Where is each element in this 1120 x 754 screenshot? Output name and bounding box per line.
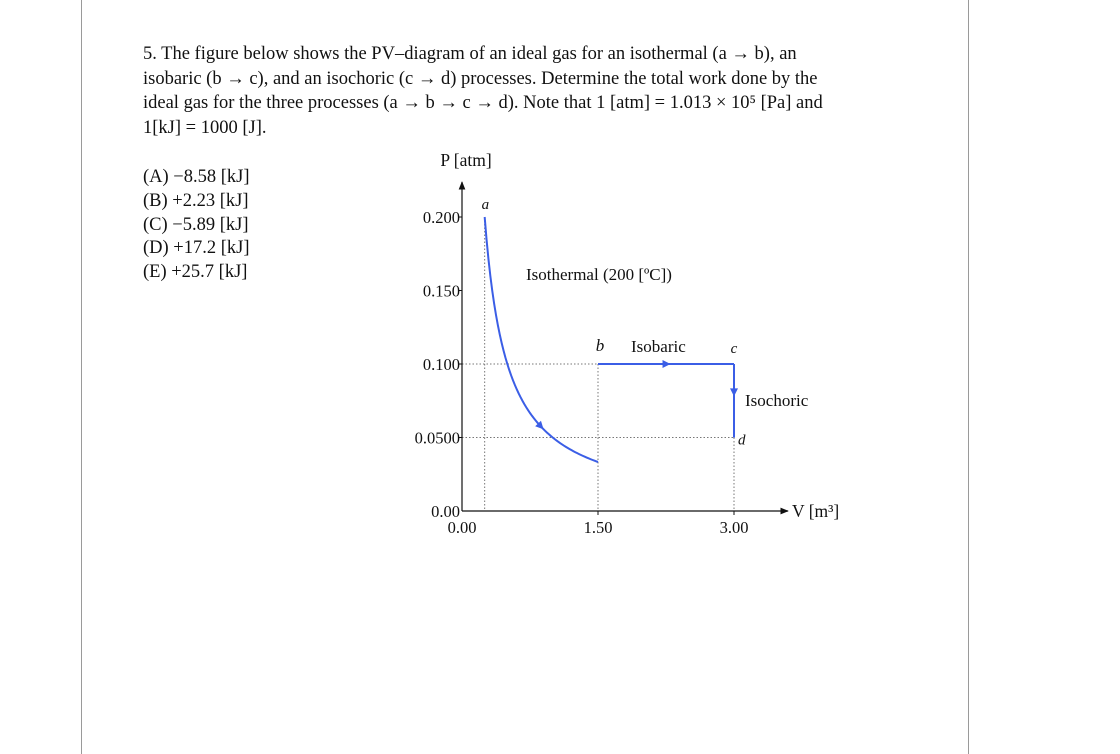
point-label-a: a — [481, 197, 490, 213]
problem-number: 5. — [143, 44, 157, 64]
y-tick-label: 0.150 — [422, 281, 460, 301]
y-axis-label: P [atm] — [440, 150, 492, 170]
problem-line-4: 1[kJ] = 1000 [J]. — [143, 117, 267, 138]
tick-labels — [415, 208, 749, 537]
point-label-d: d — [738, 432, 746, 449]
y-tick-label: 0.200 — [422, 208, 460, 227]
point-label-b: b — [595, 336, 605, 355]
x-tick-label: 1.50 — [583, 518, 613, 537]
problem-text-line-1: The figure below shows the PV–diagram of an ideal gas for an isothermal (a → b), an — [161, 44, 797, 64]
problem-line-3: ideal gas for the three processes (a → b → c → d). Note that 1 [atm] = 1.013 × 10⁵ [Pa] and — [143, 93, 823, 113]
y-tick-label: 0.00 — [431, 502, 460, 521]
isobaric-label: Isobaric — [631, 337, 686, 356]
y-tick-label: 0.100 — [422, 355, 460, 374]
choice-b: (B) +2.23 [kJ] — [143, 190, 249, 211]
isochoric-arrow — [730, 388, 738, 396]
choice-d: (D) +17.2 [kJ] — [143, 238, 250, 259]
x-tick-label: 0.00 — [447, 518, 477, 537]
axes — [458, 182, 788, 515]
choice-c: (C) −5.89 [kJ] — [143, 214, 249, 235]
point-label-c: c — [730, 341, 738, 357]
y-tick-label: 0.0500 — [414, 428, 460, 448]
isobaric-arrow — [663, 360, 671, 368]
choice-e: (E) +25.7 [kJ] — [143, 262, 248, 283]
x-axis-label: V [m³] — [792, 501, 840, 521]
problem-line-2: isobaric (b → c), and an isochoric (c → d) processes. Determine the total work done by the — [143, 68, 818, 89]
isothermal-label: Isothermal (200 [ºC]) — [526, 265, 672, 284]
isochoric-label: Isochoric — [745, 391, 809, 410]
choice-a: (A) −8.58 [kJ] — [143, 167, 250, 187]
x-tick-label: 3.00 — [719, 518, 749, 537]
process-path — [485, 217, 738, 462]
